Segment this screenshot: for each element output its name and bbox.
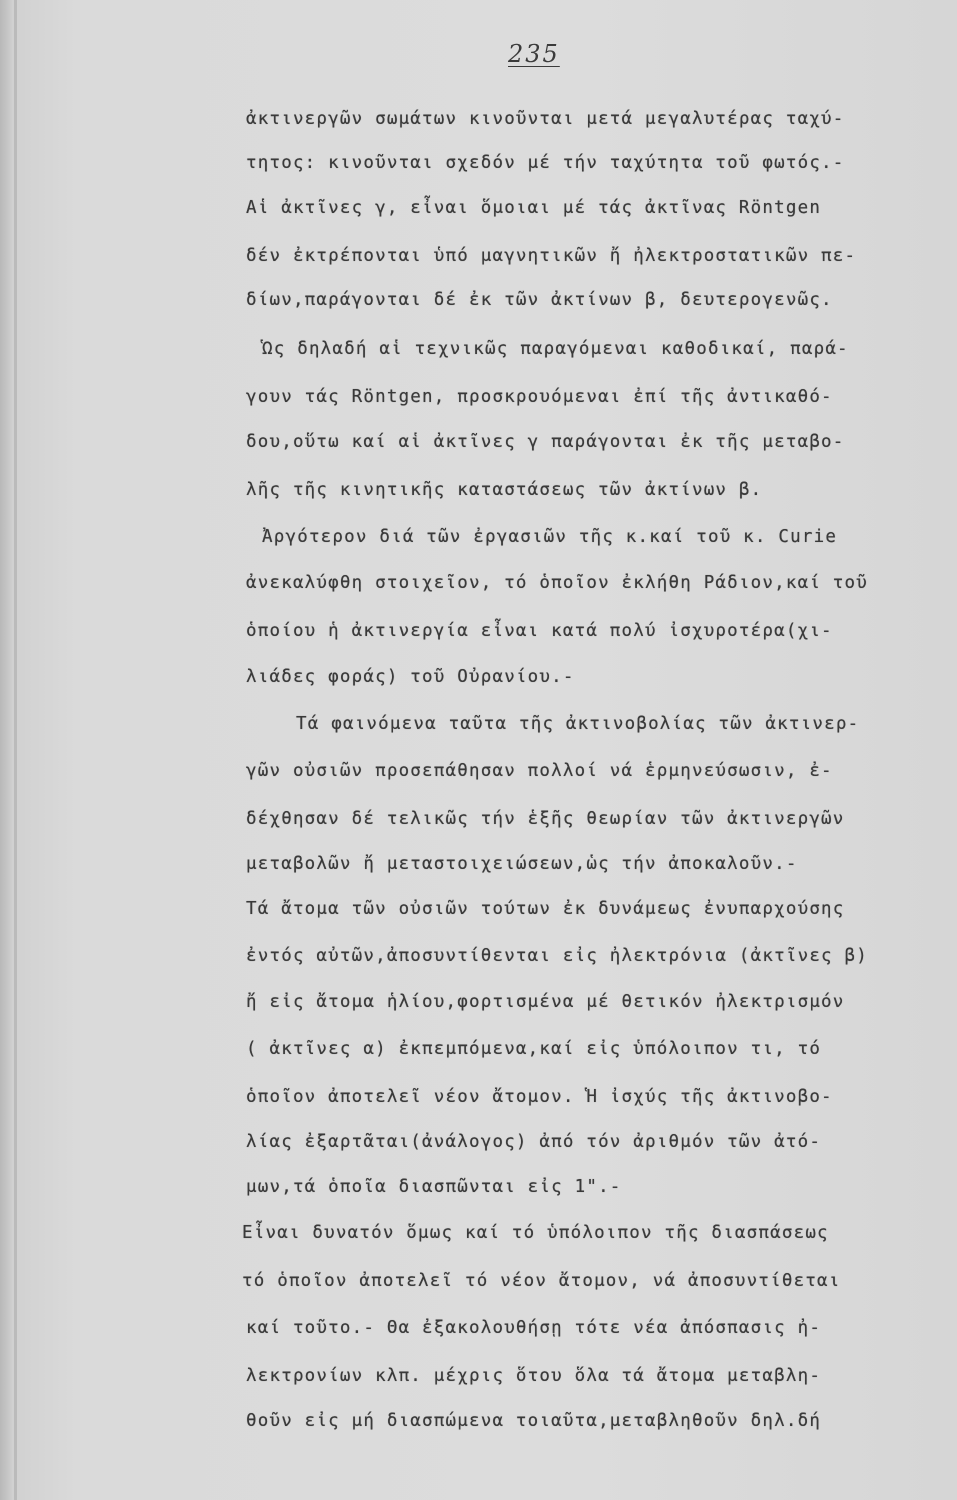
text-line: καί τοῦτο.- Θα ἐξακολουθήσῃ τότε νέα ἀπόσπασις ἠ- bbox=[246, 1318, 822, 1338]
text-line: λεκτρονίων κλπ. μέχρις ὅτου ὅλα τά ἄτομα μεταβλη- bbox=[246, 1366, 822, 1386]
text-line: Τά ἄτομα τῶν οὐσιῶν τούτων ἐκ δυνάμεως ἐνυπαρχούσης bbox=[246, 899, 845, 919]
text-line: Ὡς δηλαδή αἱ τεχνικῶς παραγόμεναι καθοδικαί, παρά- bbox=[262, 339, 849, 359]
text-line: δίων,παράγονται δέ ἐκ τῶν ἀκτίνων β, δευτερογενῶς. bbox=[246, 290, 833, 310]
text-line: ὁποίου ἡ ἀκτινεργία εἶναι κατά πολύ ἰσχυροτέρα(χι- bbox=[246, 621, 833, 641]
text-line: Αἱ ἀκτῖνες γ, εἶναι ὅμοιαι μέ τάς ἀκτῖνας Röntgen bbox=[246, 198, 822, 218]
text-line: ἀνεκαλύφθη στοιχεῖον, τό ὁποῖον ἐκλήθη Ράδιον,καί τοῦ bbox=[246, 573, 869, 593]
text-line: ἤ εἰς ἄτομα ἡλίου,φορτισμένα μέ θετικόν ἠλεκτρισμόν bbox=[246, 992, 845, 1012]
text-line: τητος: κινοῦνται σχεδόν μέ τήν ταχύτητα τοῦ φωτός.- bbox=[246, 153, 845, 173]
text-line: ἐντός αὐτῶν,ἀποσυντίθενται εἰς ἠλεκτρόνια (ἀκτῖνες β) bbox=[246, 946, 869, 966]
text-line: λιάδες φοράς) τοῦ Οὐρανίου.- bbox=[246, 667, 575, 687]
text-line: γουν τάς Röntgen, προσκρουόμεναι ἐπί τῆς ἀντικαθό- bbox=[246, 387, 833, 407]
text-line: λίας ἐξαρτᾶται(ἀνάλογος) ἀπό τόν ἀριθμόν τῶν ἀτό- bbox=[246, 1132, 822, 1152]
text-line: δου,οὕτω καί αἱ ἀκτῖνες γ παράγονται ἐκ τῆς μεταβο- bbox=[246, 432, 845, 452]
text-line: μων,τά ὁποῖα διασπῶνται εἰς 1".- bbox=[246, 1177, 622, 1197]
text-line: μεταβολῶν ἤ μεταστοιχειώσεων,ὡς τήν ἀποκαλοῦν.- bbox=[246, 854, 798, 874]
text-line: ( ἀκτῖνες α) ἐκπεμπόμενα,καί εἰς ὑπόλοιπον τι, τό bbox=[246, 1039, 822, 1059]
text-line: ἀκτινεργῶν σωμάτων κινοῦνται μετά μεγαλυτέρας ταχύ- bbox=[246, 109, 845, 129]
text-line: Τά φαινόμενα ταῦτα τῆς ἀκτινοβολίας τῶν ἀκτινερ- bbox=[296, 714, 860, 734]
text-line: δέχθησαν δέ τελικῶς τήν ἑξῆς θεωρίαν τῶν ἀκτινεργῶν bbox=[246, 809, 845, 829]
text-line: Εἶναι δυνατόν ὅμως καί τό ὑπόλοιπον τῆς διασπάσεως bbox=[242, 1223, 829, 1243]
text-line: ὁποῖον ἀποτελεῖ νέον ἄτομον. Ἡ ἰσχύς τῆς ἀκτινοβο- bbox=[246, 1087, 833, 1107]
page-number: 235 bbox=[508, 40, 560, 68]
text-line: δέν ἐκτρέπονται ὑπό μαγνητικῶν ἤ ἠλεκτροστατικῶν πε- bbox=[246, 246, 857, 266]
text-line: τό ὁποῖον ἀποτελεῖ τό νέον ἄτομον, νά ἀποσυντίθεται bbox=[242, 1271, 841, 1291]
text-line: γῶν οὐσιῶν προσεπάθησαν πολλοί νά ἑρμηνεύσωσιν, ἐ- bbox=[246, 761, 833, 781]
text-line: θοῦν εἰς μή διασπώμενα τοιαῦτα,μεταβληθοῦν δηλ.δή bbox=[246, 1411, 822, 1431]
text-line: λῆς τῆς κινητικῆς καταστάσεως τῶν ἀκτίνων β. bbox=[246, 480, 763, 500]
text-line: Ἀργότερον διά τῶν ἐργασιῶν τῆς κ.καί τοῦ κ. Curie bbox=[262, 527, 838, 547]
